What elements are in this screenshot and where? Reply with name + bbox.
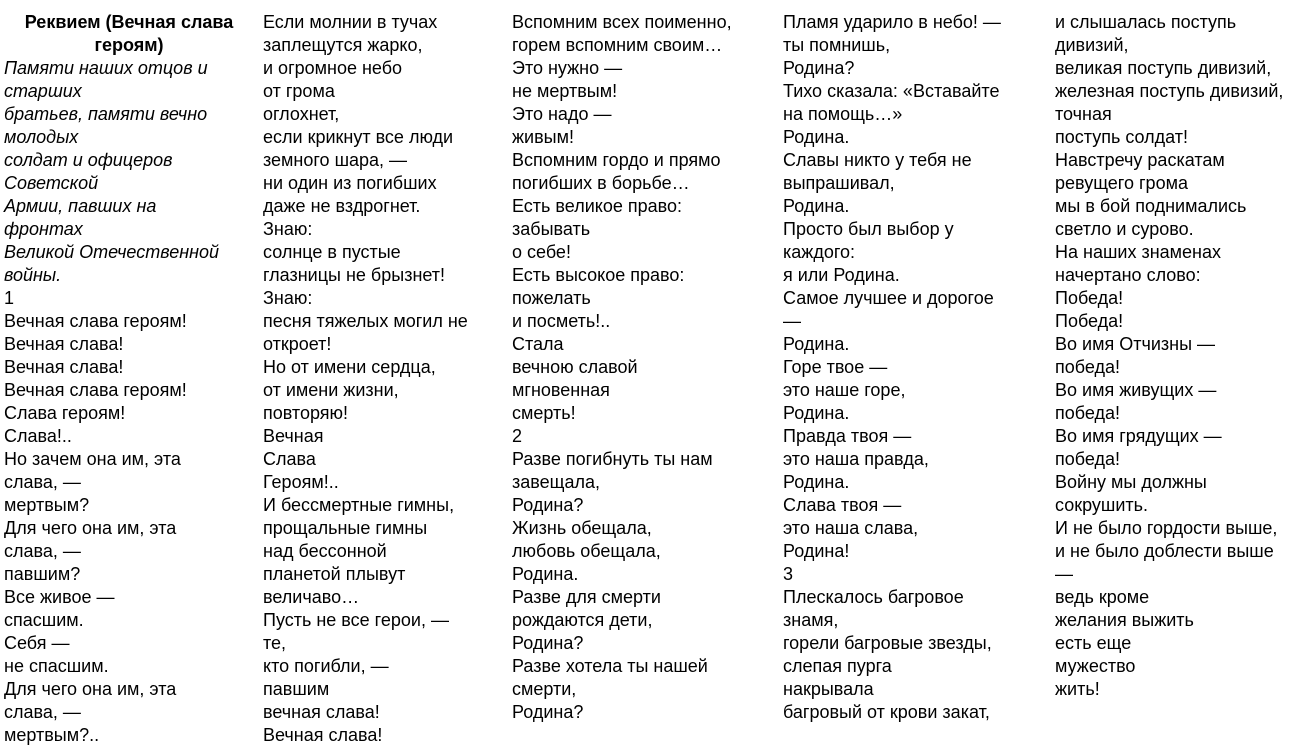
verse-line: величаво… <box>263 587 360 607</box>
verse-line: На наших знаменах <box>1055 242 1221 262</box>
verse-line: и не было доблести выше <box>1055 541 1274 561</box>
verse-lines-column-5 <box>1055 11 1311 701</box>
verse-line: Это нужно — <box>512 58 623 78</box>
verse-line: это наша правда, <box>783 449 929 469</box>
verse-line: 1 <box>4 288 15 308</box>
poem-title-line: Реквием (Вечная слава <box>24 12 234 32</box>
verse-line: Правда твоя — <box>783 426 912 446</box>
verse-line: оглохнет, <box>263 104 340 124</box>
verse-line: Слава героям! <box>4 403 126 423</box>
verse-line: Знаю: <box>263 219 313 239</box>
verse-line: ревущего грома <box>1055 173 1188 193</box>
verse-line: Есть великое право: <box>512 196 682 216</box>
verse-line: прощальные гимны <box>263 518 428 538</box>
verse-line: Разве погибнуть ты нам <box>512 449 713 469</box>
verse-line: Вечная <box>263 426 324 446</box>
verse-line: глазницы не брызнет! <box>263 265 446 285</box>
verse-line: Родина! <box>783 541 850 561</box>
verse-line: великая поступь дивизий, <box>1055 58 1272 78</box>
verse-line: слава, — <box>4 541 81 561</box>
verse-line: горели багровые звезды, <box>783 633 992 653</box>
verse-line: и слышалась поступь <box>1055 12 1237 32</box>
verse-line: Победа! <box>1055 288 1124 308</box>
verse-line: светло и сурово. <box>1055 219 1194 239</box>
verse-line: повторяю! <box>263 403 349 423</box>
verse-line: сокрушить. <box>1055 495 1149 515</box>
verse-line: ты помнишь, <box>783 35 891 55</box>
verse-line: заплещутся жарко, <box>263 35 423 55</box>
text-column-2 <box>263 11 503 747</box>
verse-line: вечною славой <box>512 357 638 377</box>
epigraph-line: солдат и офицеров <box>4 150 173 170</box>
verse-line: слава, — <box>4 472 81 492</box>
verse-line: Пусть не все герои, — <box>263 610 449 630</box>
verse-line: Просто был выбор у <box>783 219 954 239</box>
verse-line: от грома <box>263 81 335 101</box>
verse-line: Во имя живущих — <box>1055 380 1217 400</box>
verse-line: Знаю: <box>263 288 313 308</box>
verse-line: Тихо сказала: «Вставайте <box>783 81 1000 101</box>
verse-line: забывать <box>512 219 591 239</box>
verse-line: от имени жизни, <box>263 380 399 400</box>
verse-line: Слава <box>263 449 316 469</box>
poem-title-line: героям) <box>94 35 164 55</box>
epigraph-line: старших <box>4 81 82 101</box>
verse-line: Вечная слава! <box>4 334 124 354</box>
verse-line: Славы никто у тебя не <box>783 150 972 170</box>
verse-line: Родина. <box>783 334 850 354</box>
verse-line: солнце в пустые <box>263 242 401 262</box>
verse-line: на помощь…» <box>783 104 903 124</box>
epigraph-line: фронтах <box>4 219 83 239</box>
epigraph-line: Памяти наших отцов и <box>4 58 208 78</box>
verse-line: желания выжить <box>1055 610 1194 630</box>
verse-line: Вечная слава героям! <box>4 311 187 331</box>
verse-line: слепая пурга <box>783 656 892 676</box>
verse-line: Родина. <box>783 127 850 147</box>
verse-line: Родина. <box>783 196 850 216</box>
epigraph-line: Великой Отечественной <box>4 242 220 262</box>
verse-line: песня тяжелых могил не <box>263 311 468 331</box>
verse-line: я или Родина. <box>783 265 900 285</box>
verse-line: багровый от крови закат, <box>783 702 990 722</box>
verse-line: Родина. <box>512 564 579 584</box>
verse-line: Навстречу раскатам <box>1055 150 1225 170</box>
verse-line: слава, — <box>4 702 81 722</box>
verse-line: это наша слава, <box>783 518 919 538</box>
verse-lines-column-2 <box>263 11 503 747</box>
text-column-5 <box>1055 11 1311 701</box>
epigraph-line: Армии, павших на <box>4 196 157 216</box>
verse-line: Разве хотела ты нашей <box>512 656 708 676</box>
text-column-1 <box>4 11 254 747</box>
verse-line: Для чего она им, эта <box>4 518 177 538</box>
verse-line: Слава!.. <box>4 426 72 446</box>
verse-line: Родина? <box>783 58 855 78</box>
verse-line: Есть высокое право: <box>512 265 685 285</box>
epigraph-line: молодых <box>4 127 79 147</box>
verse-line: мгновенная <box>512 380 610 400</box>
text-column-4 <box>783 11 1045 724</box>
verse-line: не спасшим. <box>4 656 109 676</box>
verse-line: Родина. <box>783 472 850 492</box>
verse-line: Для чего она им, эта <box>4 679 177 699</box>
verse-lines-column-4 <box>783 11 1045 724</box>
verse-line: каждого: <box>783 242 856 262</box>
verse-line: те, <box>263 633 287 653</box>
verse-line: Родина. <box>783 403 850 423</box>
verse-line: любовь обещала, <box>512 541 661 561</box>
verse-line: даже не вздрогнет. <box>263 196 421 216</box>
verse-line: Героям!.. <box>263 472 339 492</box>
verse-line: Войну мы должны <box>1055 472 1207 492</box>
verse-line: Слава твоя — <box>783 495 902 515</box>
verse-line: Вечная слава! <box>4 357 124 377</box>
verse-line: Родина? <box>512 495 584 515</box>
verse-line: Вечная слава героям! <box>4 380 187 400</box>
verse-line: о себе! <box>512 242 571 262</box>
verse-line: поступь солдат! <box>1055 127 1189 147</box>
verse-line: Во имя Отчизны — <box>1055 334 1216 354</box>
verse-line: если крикнут все люди <box>263 127 454 147</box>
verse-line: Во имя грядущих — <box>1055 426 1222 446</box>
verse-lines-column-3 <box>512 11 772 724</box>
verse-line: есть еще <box>1055 633 1132 653</box>
verse-line: и посметь!.. <box>512 311 611 331</box>
verse-line: Жизнь обещала, <box>512 518 652 538</box>
verse-line: это наше горе, <box>783 380 906 400</box>
verse-line: И не было гордости выше, <box>1055 518 1278 538</box>
verse-line: Себя — <box>4 633 70 653</box>
verse-line: точная <box>1055 104 1112 124</box>
verse-line: Пламя ударило в небо! — <box>783 12 1001 32</box>
verse-line: Горе твое — <box>783 357 888 377</box>
verse-line: над бессонной <box>263 541 387 561</box>
verse-line: железная поступь дивизий, <box>1055 81 1284 101</box>
verse-line: павшим <box>263 679 330 699</box>
verse-line: И бессмертные гимны, <box>263 495 455 515</box>
verse-line: накрывала <box>783 679 874 699</box>
verse-line: победа! <box>1055 449 1120 469</box>
verse-line: дивизий, <box>1055 35 1129 55</box>
verse-line: пожелать <box>512 288 591 308</box>
verse-line: Если молнии в тучах <box>263 12 438 32</box>
verse-line: не мертвым! <box>512 81 618 101</box>
verse-line: мертвым?.. <box>4 725 100 745</box>
verse-line: горем вспомним своим… <box>512 35 723 55</box>
epigraph-line: Советской <box>4 173 99 193</box>
verse-line: Но зачем она им, эта <box>4 449 181 469</box>
verse-line: завещала, <box>512 472 600 492</box>
verse-line: начертано слово: <box>1055 265 1201 285</box>
verse-line: 2 <box>512 426 523 446</box>
verse-line: победа! <box>1055 357 1120 377</box>
text-column-3 <box>512 11 772 724</box>
verse-line: жить! <box>1055 679 1100 699</box>
verse-line: мы в бой поднимались <box>1055 196 1247 216</box>
verse-line: кто погибли, — <box>263 656 389 676</box>
verse-line: погибших в борьбе… <box>512 173 690 193</box>
verse-line: ни один из погибших <box>263 173 437 193</box>
verse-line: Вечная слава! <box>263 725 383 745</box>
verse-line: Победа! <box>1055 311 1124 331</box>
verse-line: Стала <box>512 334 564 354</box>
verse-line: Но от имени сердца, <box>263 357 436 377</box>
verse-line: рождаются дети, <box>512 610 653 630</box>
verse-line: выпрашивал, <box>783 173 895 193</box>
verse-line: Плескалось багровое <box>783 587 964 607</box>
verse-line: ведь кроме <box>1055 587 1150 607</box>
verse-line: смерти, <box>512 679 577 699</box>
verse-line: знамя, <box>783 610 839 630</box>
verse-line: Вспомним всех поименно, <box>512 12 732 32</box>
verse-line: Это надо — <box>512 104 612 124</box>
verse-line: живым! <box>512 127 574 147</box>
verse-line: — <box>783 311 801 331</box>
verse-line: Родина? <box>512 633 584 653</box>
verse-line: вечная слава! <box>263 702 380 722</box>
verse-line: смерть! <box>512 403 576 423</box>
verse-line: Родина? <box>512 702 584 722</box>
verse-line: Вспомним гордо и прямо <box>512 150 721 170</box>
verse-line: планетой плывут <box>263 564 406 584</box>
verse-line: победа! <box>1055 403 1120 423</box>
verse-lines-column-1 <box>4 287 254 747</box>
epigraph-line: братьев, памяти вечно <box>4 104 208 124</box>
verse-line: земного шара, — <box>263 150 408 170</box>
verse-line: павшим? <box>4 564 81 584</box>
verse-line: мужество <box>1055 656 1136 676</box>
verse-line: Все живое — <box>4 587 115 607</box>
verse-line: откроет! <box>263 334 332 354</box>
verse-line: — <box>1055 564 1073 584</box>
verse-line: Разве для смерти <box>512 587 661 607</box>
verse-line: и огромное небо <box>263 58 403 78</box>
epigraph-line: войны. <box>4 265 62 285</box>
verse-line: мертвым? <box>4 495 90 515</box>
verse-line: Самое лучшее и дорогое <box>783 288 994 308</box>
verse-line: 3 <box>783 564 794 584</box>
verse-line: спасшим. <box>4 610 84 630</box>
